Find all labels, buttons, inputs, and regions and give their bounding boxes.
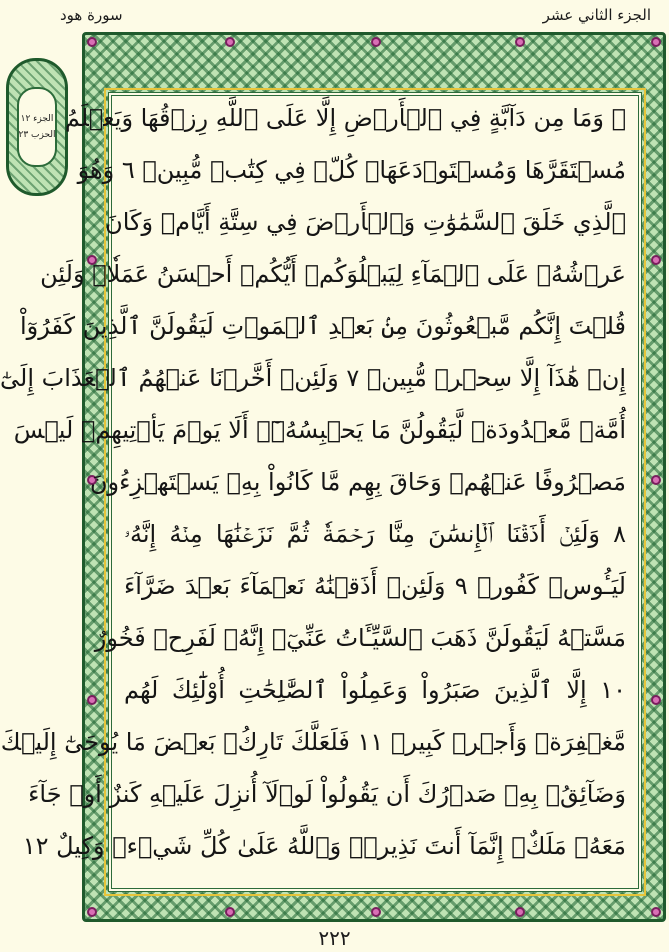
flower-ornament (515, 907, 525, 917)
flower-ornament (651, 475, 661, 485)
verse-line: لَيَـُٔوسٞ كَفُورٞ ٩ وَلَئِنۡ أَذَقۡنَٰهُ نَعۡمَآءَ بَعۡدَ ضَرَّآءَ (124, 572, 626, 600)
juz-label: الجزء ١٢ (20, 114, 54, 124)
page-number: ٢٢٢ (318, 926, 351, 950)
flower-ornament (651, 907, 661, 917)
verse-line: مَسَّتۡهُ لَيَقُولَنَّ ذَهَبَ ٱلسَّيِّـَٔاتُ عَنِّيٓۚ إِنَّهُۥ لَفَرِحٞ فَخُورٌ (94, 624, 626, 652)
flower-ornament (651, 695, 661, 705)
verse-line: ٨ وَلَئِنۡ أَذَقۡنَا ٱلۡإِنسَٰنَ مِنَّا رَحۡمَةٗ ثُمَّ نَزَعۡنَٰهَا مِنۡهُ إِنَّهُۥ (124, 520, 626, 548)
verse-line: مَعَهُۥ مَلَكٌۚ إِنَّمَآ أَنتَ نَذِيرٞۚ وَٱللَّهُ عَلَىٰ كُلِّ شَيۡءٖ وَكِيلٌ ١٢ (22, 832, 626, 860)
flower-ornament (371, 37, 381, 47)
flower-ornament (651, 37, 661, 47)
flower-ornament (371, 907, 381, 917)
verse-line: عَرۡشُهُۥ عَلَى ٱلۡمَآءِ لِيَبۡلُوَكُمۡ أَيُّكُمۡ أَحۡسَنُ عَمَلٗاۗ وَلَئِن (40, 260, 626, 288)
verse-line: ۞ وَمَا مِن دَآبَّةٍ فِي ٱلۡأَرۡضِ إِلَّا عَلَى ٱللَّهِ رِزۡقُهَا وَيَعۡلَمُ (64, 104, 626, 132)
hizb-label: الحزب ٢٣ (18, 130, 56, 140)
flower-ornament (87, 37, 97, 47)
flower-ornament (515, 37, 525, 47)
verse-line: إِنۡ هَٰذَآ إِلَّا سِحۡرٞ مُّبِينٞ ٧ وَلَئِنۡ أَخَّرۡنَا عَنۡهُمُ ٱلۡعَذَابَ إِلَىٰٓ (0, 364, 626, 392)
verse-line: أُمَّةٖ مَّعۡدُودَةٖ لَّيَقُولُنَّ مَا يَحۡبِسُهُۥٓۗ أَلَا يَوۡمَ يَأۡتِيهِمۡ لَيۡسَ (13, 416, 626, 444)
verse-line: مَّغۡفِرَةٞ وَأَجۡرٞ كَبِيرٞ ١١ فَلَعَلَّكَ تَارِكُۢ بَعۡضَ مَا يُوحَىٰٓ إِلَيۡكَ (0, 728, 626, 756)
verse-line: وَضَآئِقُۢ بِهِۦ صَدۡرُكَ أَن يَقُولُواْ لَوۡلَآ أُنزِلَ عَلَيۡهِ كَنزٌ أَوۡ جَآءَ (28, 780, 626, 808)
verse-line: مُسۡتَقَرَّهَا وَمُسۡتَوۡدَعَهَاۚ كُلّٞ فِي كِتَٰبٖ مُّبِينٖ ٦ وَهُوَ (77, 156, 626, 184)
verse-line: ١٠ إِلَّا ٱلَّذِينَ صَبَرُواْ وَعَمِلُواْ ٱلصَّٰلِحَٰتِ أُوْلَٰٓئِكَ لَهُم (124, 676, 626, 704)
verse-line: ٱلَّذِي خَلَقَ ٱلسَّمَٰوَٰتِ وَٱلۡأَرۡضَ فِي سِتَّةِ أَيَّامٖ وَكَانَ (105, 208, 626, 236)
juz-title: الجزء الثاني عشر (542, 6, 651, 24)
flower-ornament (225, 37, 235, 47)
verse-line: مَصۡرُوفًا عَنۡهُمۡ وَحَاقَ بِهِم مَّا كَانُواْ بِهِۦ يَسۡتَهۡزِءُونَ (89, 468, 626, 496)
flower-ornament (225, 907, 235, 917)
verse-line: قُلۡتَ إِنَّكُم مَّبۡعُوثُونَ مِنۢ بَعۡدِ ٱلۡمَوۡتِ لَيَقُولَنَّ ٱلَّذِينَ كَفَرُوٓاْ (19, 312, 626, 340)
flower-ornament (651, 255, 661, 265)
flower-ornament (87, 695, 97, 705)
flower-ornament (87, 907, 97, 917)
surah-title: سورة هود (60, 6, 123, 24)
juz-hizb-badge (6, 58, 68, 196)
